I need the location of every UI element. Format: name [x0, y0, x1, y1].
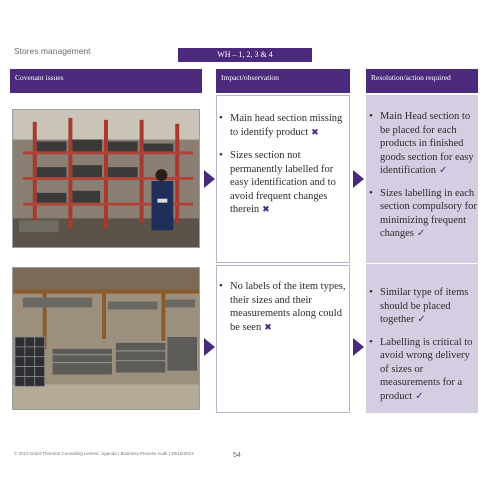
check-icon: ✓ [416, 228, 426, 239]
warehouse-tag: WH – 1, 2, 3 & 4 [178, 48, 312, 62]
resolution-list-row-2 [368, 286, 478, 412]
cross-icon: ✖ [264, 322, 272, 333]
resolution-item: • Labelling is critical to avoid wrong delivery of sizes or measurements for a product ✓ [368, 336, 478, 404]
footer-copyright: © 2013 Grant Thornton Consulting Limited, Uganda | Business Process Audit | 30/10/2013 [14, 451, 194, 456]
slide-title: Stores management [14, 46, 91, 56]
impact-item: • Sizes section not permanently labelled for easy identification and to avoid frequent changes therein ✖ [218, 149, 348, 218]
arrow-right-icon [204, 338, 215, 356]
resolution-row-divider [366, 263, 478, 264]
cross-icon: ✖ [311, 127, 319, 138]
arrow-right-icon [353, 170, 364, 188]
header-resolution: Resolution/action required [366, 69, 478, 93]
header-covenant-issues: Covenant issues [10, 69, 202, 93]
cross-icon: ✖ [262, 205, 270, 215]
warehouse-racks-photo [12, 109, 200, 248]
resolution-list-row-1 [368, 110, 478, 250]
arrow-right-icon [204, 170, 215, 188]
impact-list-row-2 [218, 280, 348, 344]
impact-list-row-1 [218, 112, 348, 227]
resolution-item: • Similar type of items should be placed together ✓ [368, 286, 478, 327]
resolution-item: • Main Head section to be placed for each products in finished goods section for easy identification ✓ [368, 110, 478, 178]
check-icon: ✓ [438, 165, 448, 176]
check-icon: ✓ [415, 390, 424, 402]
check-icon: ✓ [417, 314, 426, 325]
steel-pipes-stack-photo [12, 267, 200, 410]
header-impact-observation: Impact/observation [216, 69, 350, 93]
impact-item: • No labels of the item types, their sizes and their measurements along could be seen ✖ [218, 280, 348, 335]
impact-item: • Main head section missing to identify product ✖ [218, 112, 348, 140]
arrow-right-icon [353, 338, 364, 356]
resolution-item: • Sizes labelling in each section compulsory for minimizing frequent changes ✓ [368, 187, 478, 241]
page-number: 54 [233, 452, 241, 459]
